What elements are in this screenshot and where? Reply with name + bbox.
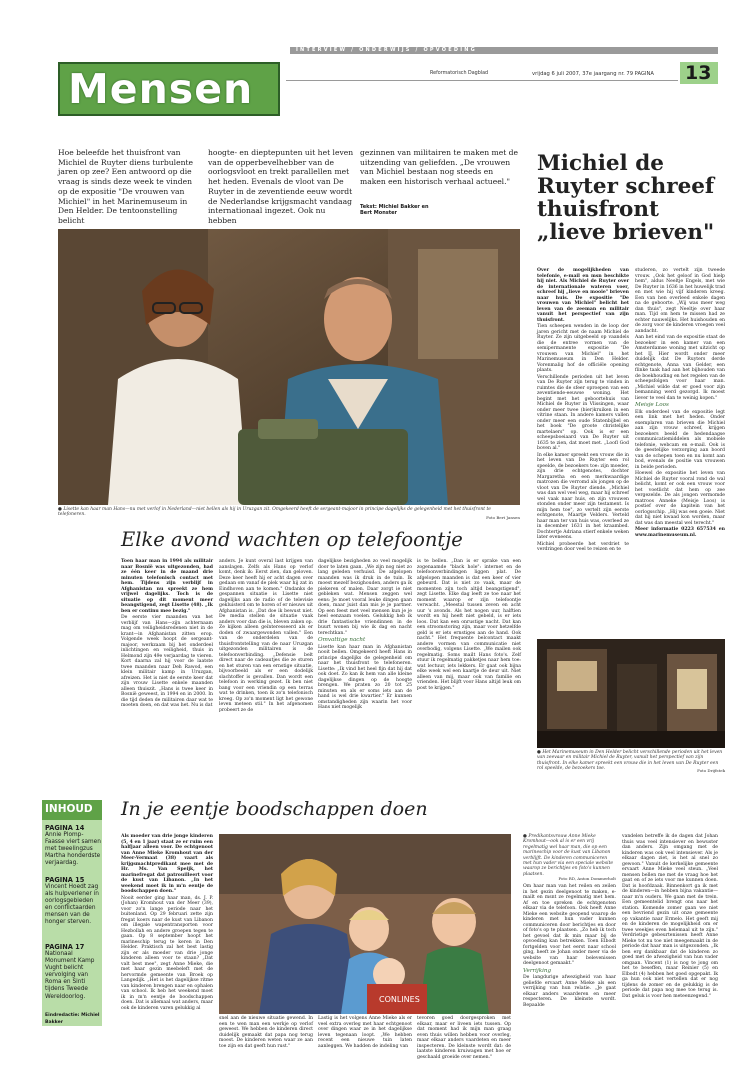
family-photo-caption: ● Predikantsvrouw Anne Mieke Kromhout—ook al is er een vrij regelmatig wel haar man, die op een marineschip voor de kust van Libanon verblijft. De kinderen communiceren met hun vader via een speciale website waarop ze berichtjes en foto's kunnen plaatsen. xyxy=(523,834,614,877)
section-banner xyxy=(290,47,718,54)
article3-col-6: vandelen betreffe ik de dagen dat Johan thuis was veel intensiever en bewuster dan anders. Zijn omgang met de kinderen was ook veel intensiever. Als je elkaar dagen ziet, is het al snel zo gewoon." Vanuit de kerkelijke gemeente ervaart Anne Mieke veel steun. „Veel mensen bellen me met de vraag hoe het gaat en of ze iets voor me kunnen doen. Dat is hoofdzaak. Binnenkort ga ik met de kinderen—in hebben bijna vakantie—naar m'n ouders. We gaan met de trein. Een gemeentelid brengt ons naar het station. Komende zomer gaan we niet een bevriend gezin uit onze gemeente op vakantie naar Ermelo. Het geeft mij en de kinderen de mogelijkheid om er twee weekjes even helemaal uit te zijn." Verdrietige gebeurtenissen heeft Anne Mieke tot nu toe niet meegemaakt in de periode dat haar man is uitgezonden. „Ik ben erg dankbaar dat de kinderen zo goed met de afwezigheid van hun vader omgaan. Vincent (1) is nog te jong om het te beseffen, maar Reinier (5) en Elbodt (4) hebben het goed opgepakt. Ik ga hun ook niet vertellen dat er nog tijdens de zomer en de gelukkig is de periode dat papa nog mee toe terug is. Dat geluk is voor hen meteenzegend." xyxy=(622,834,718,999)
article3-lead: Als moeder van drie jonge kinderen (5, 4 en 1 jaar) staat ze er ruim een halfjaar alleen voor. De echtgenoot van Anne Mieke Kromhout van der Meer-Vermaat (38) vaart als krijgsmachtpredikant mee met de Hr. Ms. Van Speijk, het marinefregat dat patrouilleert voor de kust van Libanon. „In het weekend moet ik in m'n eentje de boodschappen doen." xyxy=(121,834,213,894)
section-title-block xyxy=(58,62,280,116)
intro-col-3: gezinnen van militairen te maken met de uitzending van geliefden. „De vrouwen van Michiel bestaan nog steeds en maken een historisch verhaal actueel." xyxy=(360,148,519,187)
right-article-subhead: Meisje Loos xyxy=(635,402,669,408)
main-photo xyxy=(58,229,520,505)
article2-col-3 xyxy=(318,559,412,789)
intro-col-2: hoogte- en dieptepunten uit het leven van de opperbevelhebber van de oorlogsvloot en trekt parallellen met het heden. Evenals de vloot van De Ruyter in de zeventiende eeuw wordt de Nederlandse krijgsmacht vandaag internationaal ingezet. Ook nu hebben xyxy=(208,148,354,225)
museum-photo-illustration xyxy=(537,639,725,748)
newspaper-name: Reformatorisch Dagblad xyxy=(430,71,489,76)
section-title: Mensen xyxy=(68,65,254,113)
right-article-p1: Tien scheepen wenden in de loop der jaren gericht met de naam Michiel de Ruyter. Ze zijn uitgebeeld op vaandels die de entree vormen van de semipermanente expositie "De vrouwen van Michiel" in het Marinemuseum in Den Helder. Vorenmalig hof de officiële opening plaats. xyxy=(537,324,629,373)
museum-photo-caption: ● Het Marinemuseum in Den Helder belicht verschillende perioden uit het leven van zeevaar en militair Michiel de Ruyter, vanuit het perspectief van zijn thuisfront. In elke kamer spreekt een vrouw die in het leven van De Ruyter een rol speelde, de bezoekers toe. xyxy=(537,750,723,772)
article3-col-3: Lastig is het volgens Anne Mieke als er veel extra overleg met haar echtgenoot over dingen waar ze in het dagelijkse leven tegenaan loopt. „We hebben recent een nieuwe tuin laten aanleggen. We hadden de indeling van xyxy=(318,1016,412,1049)
right-article-p3: In elke kamer spreekt een vrouw die in het leven van De Ruyter een rol speelde, de bezoekers toe: zijn moeder, zijn drie echtgenotes, dochter Margaretha en een merkwaardige matrozen die verromd als jongen op de vloot van De Ruyter diende. „Michiel was dan wel veel weg, maar hij schreef wel vaak naar huis, en zijn vrouwen stonden onder meer zijn testament. Is mijn hem toe", zo vertelt zijn eerste echtgenote, Maartje Velders. Verteld haar man ter van huis was, overleed ze in december 1631 in het kraambed. Dochtertje Adriana stierf enkele weken later eveneens. xyxy=(537,452,629,540)
right-article-col-1 xyxy=(537,268,629,638)
article3-col-1 xyxy=(121,834,213,1046)
right-article-lead: Over de mogelijkheden van telefonie, e-mail en msn beschikte hij niet. Als Michiel de Ruyter over de internationale wateren voer, schreef hij „lieve en mooie" brieven naar huis. De expositie "De vrouwen van Michiel" belicht het leven van de zeeman en militair vanuit het perspectief van zijn thuisfront. xyxy=(537,268,629,323)
family-photo-credit: Foto RD, Anton Dommerholt xyxy=(558,876,616,881)
family-photo-text: CONLINES xyxy=(379,995,420,1004)
article3-c5: Om haar man van het reilen en zeilen in het gezin deelgenoot te maken, e-mailt en msnt ze regelmatig met hem. Af en toe spreken de echtgenoten elkaar via de telefoon. Ook heeft Anne Mieke een website geopend waarop de kinderen met hun vader kunnen communiceren door berichtjes en door of foto's op te plaatsen. „Zo heb ik toch het gevoel dat ik min maar bij de opvoeding kan betrekken. Toen Elbodt fortgelden voor het eerst naar school ging, heeft ze Johan onder meer via de website van haar belevenissen deelgenoot gemaakt." xyxy=(523,884,616,966)
inhoud-item-text: Annie Plomp-Faasse viert samen met tweelingzus Martha honderdste verjaardag. xyxy=(45,832,101,867)
page-number: 13 xyxy=(685,62,712,84)
page-number-box xyxy=(680,62,718,84)
right-article-p2: Verschillende perioden uit het leven van De Ruyter zijn terug te vinden in ruimtes die de sfeer oproepen van een zeventiende-eeuwse woning. Het begint met het geboortehuis van Michiel de Ruyter in Vlissingen, waar onder meer twee (bier)kruiken in een vitrine staan. In andere kamers vallen onder meer een oude Statenbijbel en het boek "De groote christelijke martelaers" op. Ook is er een scheepsboeiaard van De Ruyter uit 1635 te zien, dat moet met. „Loofl God boven al." xyxy=(537,374,629,451)
main-photo-credit: Foto Bert Jansen xyxy=(486,515,520,520)
right-article-c2p1: studeren, zo vertelt zijn tweede vrouw. „Ook het geloof in God hielp hem", aldus Neeltje Engels, met wie De Ruyter in 1636 in het huwelijk trad en met wie hij vijf kinderen kreeg. Een van hen overleed enkele dagen na de geboorte. „Wij was meer weg dan thuis", zegt Neeltje over haar man. Tijd om hem te missen had ze echter nauwelijks. Het huishouden en de zorg voor de kinderen vroegen veel aandacht. xyxy=(635,268,725,334)
right-article-c2p3: Elk onderdeel van de expositie legt een link met het heden. Onder exemplaren van brieven die Michiel aan zijn vrouw schreef, krijgen bezoekers beeld de hedendaagse communicatiemiddelen als mobiele telefonie, webcam en e-mail. Ook is de geestelijke verzorging aan boord van de schepen toen en nu komt aan bod, evenals de positie van vrouwen in beide perioden. xyxy=(635,409,725,470)
right-article-c2p4: Hoewel de expositie het leven van Michiel de Ruyter vooral rond de wal belicht, komt er ook een vrouw voor het voetlicht dat hem op zee vergezelde. De als jongen vermomde matroos Anneke (Meisje Loos) is postief over de kapitein van het oorlogsschip. „Hij was een goeie. Niet dat hij niet kwaad kon worden, maar dat was dan meestal wel terecht." xyxy=(635,471,725,526)
article2-col-2: anders. Je kunt overal last krijgen van aanslagen. Zelfs als Hans op verlof komt, denk ik: Eerst zien, dan geloven. Deze keer heeft hij er acht dagen over gedaan om vanaf de plek waar hij zat in Eindhoven aan te komen." Ondanks de gespannen situatie is Lisette niet dagelijks aan de radio of de televisie gekluisterd om te horen of er nieuws uit Afghanistan is. „Dat doe ik bewust niet. De media stellen de situatie vaak anders voor dan die is, bleven zaken op. Ze kijken alleen geïnteresseerd als er doden of zwaargewonden vallen." Een van de onderdelen van de thuisfrontstelling van de naar Uruzgan uitgezonden militairen is de telefoonverbinding. „Defensie belt direct naar de cadeautjes die ze sturen en het sturen van een ernstige situatie, bijvoorbeeld als er een dodelijk slachtoffer is gevallen. Dan wordt een telefoon in werking gezet. Ik ben niet bang voor een vriendin op een terras wat te drinken, toen ik zo'n telefonisch kreeg. Op zo'n moment ligt het gewone leven meteen stil." In het afgenomen probeert ze de xyxy=(219,559,313,713)
article3-col-5 xyxy=(523,884,616,1050)
inhoud-title: INHOUD xyxy=(45,803,93,815)
inhoud-item-page: PAGINA 15 xyxy=(45,876,85,884)
inhoud-item-text: Nationaal Monument Kamp Vught belicht vervolging van Roma en Sinti tijdens Tweede Wereldoorlog. xyxy=(45,951,95,1000)
article2-col-4: is te bellen. „Dan is er sprake van een zogenaamde "black hole": internet en de telefoonverbindingen liggen plat. De afgelopen maanden is dat een keer of vier gebeurd. Dat is niet zo vaak, maar de momenten zijn toch altijd beangstigend", zegt Lisette. Elke dag leeft ze toe naar het moment waarop er zijn telefoontje verwacht. „Meestal tussen zeven en acht uur 's avonds. Als het nogen uur, halftien wordt en hij heeft niet gebeld, is er iets loos. Dat kan een onrustige nacht. Dat kan een stroomstoring zijn, maar voor hetzelfde geld is er iets ernstiges aan de hand. Ook nacht." Het frequente belcontact maakt andere vormen van communicatie niet overbodig, volgens Lisette. „We mailen ook regelmatig. Soms mailt Hans foto's. Zelf stuur ik regelmatig pakketjes naar hem toe: wat lectuur, iets lekkers. Er gaat ook bijna elke week wel een kaartje de deur uit. Niet alleen van mij, maar ook van familie en vrienden. Het blijft voor Hans altijd leuk om post te krijgen." xyxy=(417,559,521,691)
inhoud-item-page: PAGINA 14 xyxy=(45,824,85,832)
inhoud-item xyxy=(45,876,101,927)
museum-photo xyxy=(537,639,725,748)
article3-col-2: snel aan de nieuwe situatie gewend. In een te wen man een werkje op verlof geweest. We hebben de kinderen direct duidelijk gemaakt dat papa nog terug moest. De kinderen weten waar ze aan toe zijn en dat geeft hun rust." xyxy=(219,1016,313,1049)
inhoud-editor: Eindredactie: Michiel Bakker xyxy=(45,1013,100,1026)
family-photo xyxy=(219,834,511,1014)
headline-right: Michiel de Ruyter schreef thuisfront „lieve brieven" xyxy=(537,151,715,245)
inhoud-item xyxy=(45,824,101,867)
article3-subhead: Verrijking xyxy=(523,967,552,974)
inhoud-box xyxy=(42,800,102,1026)
right-article-p4: Michiel probeerde het verdriet te verdringen door veel te reizen en te xyxy=(537,541,629,552)
right-article-col-2 xyxy=(635,268,725,638)
family-photo-illustration xyxy=(219,834,511,1014)
right-article-info: Meer informatie 0223 657534 en www.marinemuseum.nl. xyxy=(635,527,725,538)
inhoud-item-text: Vincent Hoedt zag als hulpverlener in oorlogsgebieden en conflictaarden mensen van de honger sterven. xyxy=(45,884,99,926)
headline-3: In je eentje boodschappen doen xyxy=(121,798,428,820)
headline-2: Elke avond wachten op telefoontje xyxy=(121,528,463,551)
article2-lead: Toen haar man in 1994 als militair naar Bosnië was uitgezonden, had ze één keer in de maand drie minuten telefonisch contact met hem. Tijdens zijn verblijf in Afghanistan nu spreekt ze hem vrijwel dagelijks. Toch is de situatie op dit moment meer beangstigend, zegt Lisette (48). „Ik ben er continu mee bezig." xyxy=(121,559,213,614)
article3-c5b: De langdurige afwezigheid van haar geliefde ervaart Anne Mieke als een verrijking van hun relatie. „Je gaat elkaar anders waarderen en meer respecteren. De kleinste wordt. Bepaalde xyxy=(523,975,616,1008)
inhoud-item-page: PAGINA 17 xyxy=(45,943,85,951)
intro-credit: Tekst: Michiel Bakker en Bert Monster xyxy=(360,204,429,216)
inhoud-item xyxy=(45,943,101,1001)
article3-col-4: tevoren goed doorgesproken met elkaar, maar er liveen iets tussen. Op dat moment had ik mijn man graag even thuis willen hebben voor overleg, maar elkaar anders vaardeten en meer inspecteren. De kleinste wordt dat: de laatste kinderen kruiwagen met hoe er geschaald groeide over nemen." xyxy=(417,1016,511,1060)
right-article-c2p2: Aan het eind van de expositie staat de bezoeker in een kamer van een Amsterdamse woning met uitzicht op het IJ. Hier wordt onder meer duidelijk dat De Ruyters derde echtgenote, Anna van Gelder, een flinke taak had aan het bijhouden van de boekhouding en het regelen van de scheepsfolgen voor haar man. „Michiel wilde dat er goed voor zijn bemanning werd gezorgd. Ik moest liever te veel dan te weinig kopen." xyxy=(635,335,725,401)
dateline: vrijdag 6 juli 2007, 37e jaargang nr. 79 PAGINA xyxy=(532,71,654,77)
museum-photo-credit: Foto Drijfstek xyxy=(697,768,725,773)
article3-c1: Nooit eerder ging haar man, ds. J. P. (Johan) Kromhout van der Meer (39), voor zo'n lange periode naar het buitenland. Op 29 februari zette zijn fregat koers naar de kust van Libanon om illegale wapentransporten voor Hezbollah en andere groepen tegen te gaan. Op 8 september hoopt het marineschip terug te keren in Den Helder. Praktisch zal het best lastig zijn er als moeder van drie jonge kinderen alleen voor te staan? „Dat valt best mee", zegt Anne Mieke, die met haar gezin meebeleft met de hervormde gemeente van Broek op Langedijk. „Het is het dagelijkse ritme van kinderen brengen naar en ophalen van school. Ik heb het weekend moet ik in m'n eentje de boodschappen doen. Dat is allemaal wat anders, maar ook de kinderen varen gelukkig al xyxy=(121,895,213,1011)
inhoud-head xyxy=(42,800,102,820)
banner-text: INTERVIEW / ONDERWIJS / OPVOEDING xyxy=(296,47,477,53)
article2-col-1 xyxy=(121,559,213,789)
header-rule xyxy=(286,80,678,81)
intro-col-1: Hoe beleefde het thuisfront van Michiel de Ruyter diens turbulente jaren op zee? Een antwoord op die vraag is sinds deze week te vinden op de expositie "De vrouwen van Michiel" in het Marinemuseum in Den Helder. De tentoonstelling belicht xyxy=(58,148,194,225)
article2-c1: De eerste vier maanden van het verblijf van Hans—zijn achternaam mag om veiligheidsredenen niet in de krant—in Afghanistan zitten erop. Volgende week hoopt de sergeant-majoor, werkzaam bij het onderdeel inlichtingen en veiligheid, thuis in Helmond zijn 49e verjaardag te vieren. Kort daarna zal hij voor de laatste twee maanden naar Deh Rawod, een klein militair kamp in Uruzgan, afreizen. Het is niet de eerste keer dat zijn vrouw Lisette enkele maanden alleen thuiszit. „Hans is twee keer in Bosnië geweest, in 1994 en in 2000. In die tijd deden de militairen daar wat te moeten doen, en dat was het. Nu is dat xyxy=(121,615,213,708)
main-photo-caption: ● Lisette kan haar man Hans—nu met verlof in Nederland—niet bellen als hij in Uruzgan zit. Omgekeerd heeft de sergeant-majoor in principe dagelijks de gelegenheid met het thuisfront te telefoneren. xyxy=(58,507,491,518)
article2-c3: dagelijkse bezigheden zo veel mogelijk door te laten gaan. „We zijn nog niet zo lang geleden verhuisd. De afgelopen maanden was ik druk in de tuin. Ik moest mezelf bezighouden, anders ga ik piekeren of malen. Daar zorgt ie niet gebleken wat. Mensen zeggen wel eens: Je moet vooral leuke dingen gaan doen, maar juist dan mis je je partner. Op een feest met veel mensen kun je je heel eenzaam voelen. Gelukkig heb ik drie fantastische vriendinnen in de buurt wonen bij wie ik dag en nacht terechtkan." xyxy=(318,559,412,636)
article2-c3b: Lisette kan haar man in Afghanistan nooit bellen. Omgekeerd heeft Hans in principe dagelijks de gelegenheid om naar het thuisfront te telefoneren. Lisette: „Ik vind het heel fijn dat hij dat ook doet. Zo kan ik hem van alle kleine dagelijkse dingen op de hoogte brengen. We praten zo 20 tot 25 minuten en als er soms iets aan de hand is wel drie kwartier." Er kunnen omstandigheden zijn waarin het voor Hans niet mogelijk xyxy=(318,644,412,710)
article2-subhead: Omvattige nacht xyxy=(318,637,366,643)
main-photo-illustration xyxy=(58,229,520,505)
